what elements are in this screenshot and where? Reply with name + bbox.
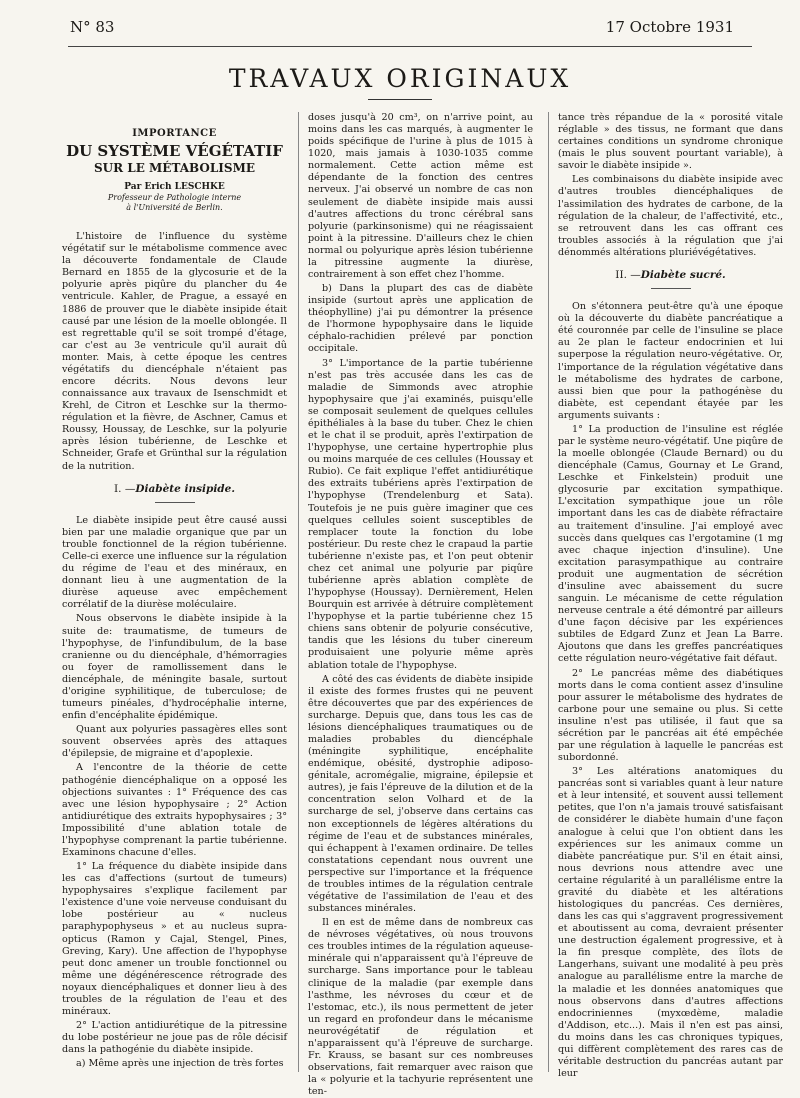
issue-number: N° 83: [70, 18, 115, 36]
paragraph: doses jusqu'à 20 cm³, on n'arrive point, au moins dans les cas marqués, à augmenter le poids spécifique de l'urine à plus de 1015 à 1020, mais jamais à 1030-1035 comme normalement. Cette action même est dépendante de la fonction des centres nerveux. J'ai observé un nombre de cas non seulement de diabète insipide mais aussi d'autres affections du tronc cérébral sans polyurie (parkinsonisme) qui ne réagissaient point à la pitressine. D'ailleurs chez le chien normal ou polyurique après lésion tubérienne la pitressine augmente la diurèse, contrairement à son effet chez l'homme.: [308, 112, 533, 281]
article-subhead: SUR LE MÉTABOLISME: [93, 161, 256, 176]
article-headline: DU SYSTÈME VÉGÉTATIF: [66, 141, 283, 160]
section-number: I. —: [114, 482, 136, 495]
section-heading-2: [558, 269, 783, 282]
paragraph: tance très répandue de la « porosité vitale réglable » des tissus, ne formant que dans certaines conditions un syndrome chronique (mais le plus souvent pourtant variable), à savoir le diabète insipide ».: [558, 112, 783, 172]
section-label: Diabète insipide.: [135, 482, 235, 495]
section-rule: [651, 288, 691, 289]
author-affiliation-2: à l'Université de Berlin.: [126, 203, 223, 212]
section-rule: [155, 502, 195, 503]
paragraph: Quant aux polyuries passagères elles sont souvent observées après des attaques d'épilepsie, de migraine et d'apoplexie.: [62, 724, 287, 760]
paragraph: a) Même après une injection de très fortes: [76, 1058, 284, 1070]
paragraph: 1° La fréquence du diabète insipide dans les cas d'affections (surtout de tumeurs) hypophysaires s'explique facilement par l'existence d'une voie nerveuse conduisant du lobe postérieur au « nucleus paraphypophyseus » et au nucleus supra-opticus (Ramon y Cajal, Stengel, Pines, Greving, Kary). Une affection de l'hypophyse peut donc amener un trouble fonctionnel ou même une dégénérescence rétrograde des noyaux diencéphaliques et donner lieu à des troubles de la régulation de l'eau et des minéraux.: [62, 861, 287, 1017]
section-label: Diabète sucré.: [640, 268, 726, 281]
paragraph: Les combinaisons du diabète insipide avec d'autres troubles diencéphaliques de l'assimilation des hydrates de carbone, de la régulation de la chaleur, de l'affectivité, etc., se retrouvent dans les cas offrant ces troubles associés à la régulation que j'ai dénommés altérations pluriévégétatives.: [558, 174, 783, 258]
section-heading-1: [62, 483, 287, 496]
paragraph: 2° Le pancréas même des diabétiques morts dans le coma contient assez d'insuline pour assurer le métabolisme des hydrates de carbone pour une semaine ou plus. Si cette insuline n'est pas utilisée, il faut que sa sécrétion par le pancréas ait été empêchée par une régulation à laquelle le pancréas est subordonné.: [558, 667, 783, 764]
column-divider: [298, 112, 299, 1072]
paragraph: b) Dans la plupart des cas de diabète insipide (surtout après une application de théophylline) j'ai pu démontrer la présence de l'hormone hypophysaire dans le liquide céphalo-rachidien prélevé par ponction occipitale.: [308, 283, 533, 355]
author-affiliation: Professeur de Pathologie interne: [107, 192, 242, 202]
column-2: [308, 112, 533, 1098]
paragraph: On s'étonnera peut-être qu'à une époque où la découverte du diabète pancréatique a été couronnée par celle de l'insuline se place au 2e plan le facteur endocrinien et lui superpose la régulation neuro-végétative. Or, l'importance de la régulation végétative dans le métabolisme des hydrates de carbone, aussi bien que pour la pathogénèse du diabète, est cependant étayée par les arguments suivants :: [558, 301, 783, 421]
paragraph: Le diabète insipide peut être causé aussi bien par une maladie organique que par un trouble fonctionnel de la région tubérienne. Celle-ci exerce une influence sur la régulation du régime de l'eau et des minéraux, en donnant lieu à une augmentation de la diurèse aqueuse avec empêchement corrélatif de la diurèse moléculaire.: [62, 514, 287, 611]
paragraph: 2° L'action antidiurétique de la pitressine du lobe postérieur ne joue pas de rôle décisif dans la pathogénie du diabète insipide.: [62, 1020, 287, 1056]
paragraph: 1° La production de l'insuline est réglée par le système neuro-végétatif. Une piqûre de la moelle oblongée (Claude Bernard) ou du diencéphale (Camus, Gournay et Le Grand, Leschke et Finkelstein) produit une glycosurie par excitation sympathique. L'excitation sympathique joue un rôle important dans les cas de diabète réfractaire au traitement d'insuline. J'ai employé avec succès dans quelques cas l'ergotamine (1 mg avec chaque injection d'insuline). Une excitation parasympathique au contraire produit une augmentation de sécrétion d'insuline avec abaissement du sucre sanguin. Le mécanisme de cette régulation nerveuse centrale a été démontré par ailleurs d'une façon décisive par les expériences subtiles de Edgard Zunz et Jean La Barre. Ajoutons que dans les greffes pancréatiques cette régulation neuro-végétative fait défaut.: [558, 423, 783, 665]
page-header: [60, 18, 740, 40]
article-kicker: IMPORTANCE: [132, 128, 217, 139]
paragraph: A l'encontre de la théorie de cette pathogénie diencéphalique on a opposé les objections suivantes : 1° Fréquence des cas avec une lésion hypophysaire ; 2° Action antidiurétique des extraits hypophysaires ; 3° Impossibilité d'une ablation totale de l'hypophyse comprenant la partie tubérienne. Examinons chacune d'elles.: [62, 762, 287, 858]
section-number: II. —: [615, 268, 641, 281]
paragraph: L'histoire de l'influence du système végétatif sur le métabolisme commence avec la découverte fondamentale de Claude Bernard en 1855 de la glycosurie et de la polyurie après piqûre du plancher du 4e ventricule. Kahler, de Prague, a essayé en 1886 de prouver que le diabète insipide était causé par une lésion de la moelle oblongée. Il est regrettable qu'il se soit trompé d'étage, car c'est au 3e ventricule qu'il aurait dû monter. Mais, à cette époque les centres végétatifs du diencéphale n'étaient pas encore décrits. Nous devons leur connaissance aux travaux de Isenschmidt et Krehl, de Citron et Leschke sur la thermo-régulation et la fièvre, de Aschner, Camus et Roussy, Houssay, de Leschke, sur la polyurie après lésion tubérienne, de Leschke et Schneider, Grafe et Grünthal sur la régulation de la nutrition.: [62, 231, 287, 472]
column-divider: [548, 112, 549, 1072]
paragraph: Il en est de même dans de nombreux cas de névroses végétatives, où nous trouvons ces troubles intimes de la régulation aqueuse-minérale qui n'apparaissent qu'à l'épreuve de surcharge. Sans importance pour le tableau clinique de la maladie (par exemple dans l'asthme, les névroses du cœur et de l'estomac, etc.), ils nous permettent de jeter un regard en profondeur dans le mécanisme neurovégétatif de régulation et n'apparaissent qu'à l'épreuve de surcharge. Fr. Krauss, se basant sur ces nombreuses observations, fait remarquer avec raison que la « polyurie et la tachyurie représentent une ten-: [308, 917, 533, 1098]
issue-date: 17 Octobre 1931: [605, 18, 734, 36]
section-title: TRAVAUX ORIGINAUX: [228, 64, 572, 93]
paragraph: Nous observons le diabète insipide à la suite de: traumatisme, de tumeurs de l'hypophyse, de l'infundibulum, de la base cranienne ou du diencéphale, d'hémorragies ou foyer de ramollissement dans le diencéphale, de méningite basale, surtout d'origine syphilitique, de tuberculose; de tumeurs pinéales, d'hydrocéphalie interne, enfin d'encéphalite épidémique.: [62, 613, 287, 722]
title-underline: [368, 99, 432, 100]
paragraph: 3° L'importance de la partie tubérienne n'est pas très accusée dans les cas de maladie de Simmonds avec atrophie hypophysaire que j'ai examinés, puisqu'elle se composait seulement de quelques cellules épithéliales à la base du tuber. Chez le chien et le chat il se produit, après l'extirpation de l'hypophyse, une certaine hypertrophie plus ou moins marquée de ces cellules (Houssay et Rubio). Ce fait explique l'effet antidiurétique des extraits tubériens après l'extirpation de l'hypophyse (Trendelenburg et Sata). Toutefois je ne puis guère imaginer que ces quelques cellules soient susceptibles de remplacer toute la fonction du lobe postérieur. Du reste chez le crapaud la partie tubérienne n'existe pas, et l'on peut obtenir chez cet animal une polyurie par piqûre tubérienne après ablation complète de l'hypophyse (Houssay). Dernièrement, Helen Bourquin est arrivée à détruire complètement l'hypophyse et la partie tubérienne chez 15 chiens sans obtenir de polyurie consécutive, tandis que les lésions du tuber cinereum produisaient une polyurie même après ablation totale de l'hypophyse.: [308, 357, 533, 671]
article-byline: Par Erich LESCHKE: [124, 181, 225, 192]
paragraph: A côté des cas évidents de diabète insipide il existe des formes frustes qui ne peuvent être découvertes que par des expériences de surcharge. Depuis que, dans tous les cas de lésions diencéphaliques traumatiques ou de maladies probables du diencéphale (méningite syphilitique, encéphalite endémique, obésité, dystrophie adiposo-génitale, acromégalie, migraine, épilepsie et autres), je fais l'épreuve de la dilution et de la concentration selon Volhard et de la surcharge de sel, j'observe dans certains cas non exceptionnels de légères altérations du régime de l'eau et de substances minérales, qui échappent à l'examen ordinaire. De telles constatations cependant nous ouvrent une perspective sur l'importance et la fréquence de troubles intimes de la régulation centrale végétative de l'assimilation de l'eau et des substances minérales.: [308, 673, 533, 915]
column-1: [62, 112, 287, 1072]
paragraph: 3° Les altérations anatomiques du pancréas sont si variables quant à leur nature et à leur intensité, et souvent aussi tellement petites, que l'on n'a jamais trouvé satisfaisant de considérer le diabète humain d'une façon analogue à celui que l'on obtient dans les expériences sur les animaux comme un diabète pancréatique pur. S'il en était ainsi, nous devrions nous attendre avec une certaine régularité à un parallélisme entre la gravité du diabète et les altérations histologiques du pancréas. Ces dernières, dans les cas qui s'aggravent progressivement et aboutissent au coma, devraient présenter une destruction également progressive, et à la fin presque complète, des îlots de Langerhans, suivant une modalité à peu près analogue au parallélisme entre la marche de la maladie et les données anatomiques que nous observons dans d'autres affections endocriniennes (myxœdème, maladie d'Addison, etc...). Mais il n'en est pas ainsi, du moins dans les cas chroniques typiques, qui diffèrent complètement des rares cas de véritable destruction du pancréas autant par leur: [558, 766, 783, 1080]
column-3: [558, 112, 783, 1080]
article-columns: [60, 112, 783, 1098]
header-rule: [68, 46, 752, 47]
